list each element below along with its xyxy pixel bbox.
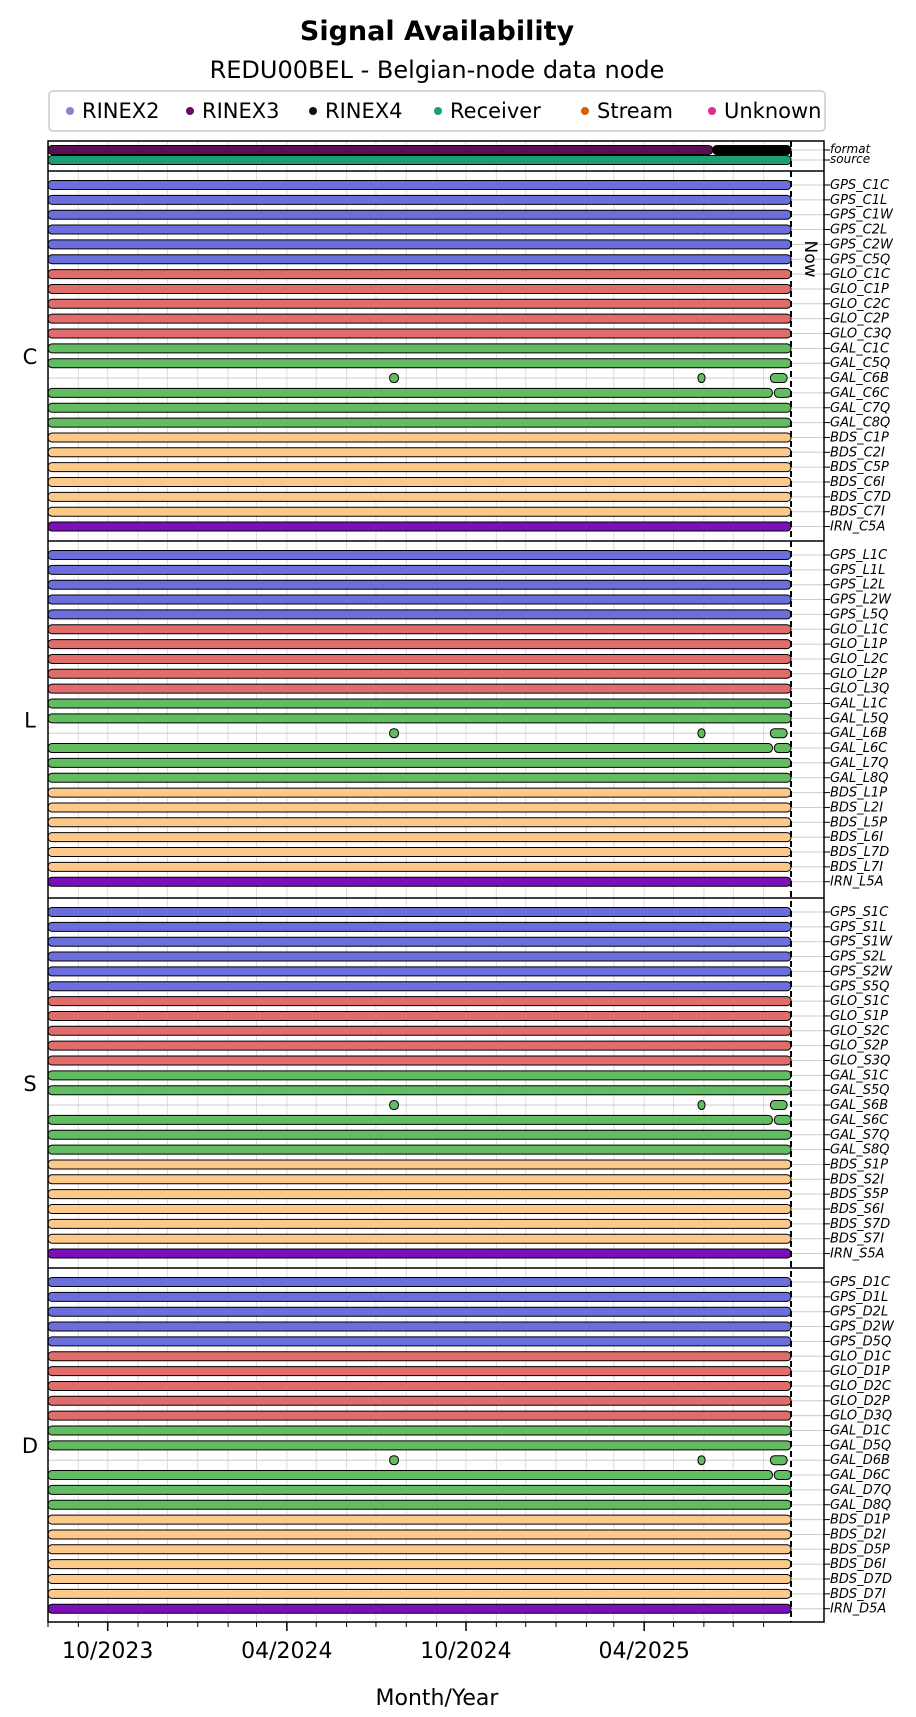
- signal-label: BDS_C2I: [830, 445, 885, 461]
- signal-label: GPS_D1C: [830, 1275, 891, 1290]
- signal-label: GLO_S1P: [830, 1008, 889, 1024]
- x-axis: [48, 1622, 764, 1664]
- legend-marker-stream: [581, 107, 589, 115]
- bar-gal_d1c: [48, 1426, 791, 1435]
- signal-label: BDS_S1P: [830, 1157, 889, 1173]
- signal-label: GLO_C2P: [830, 311, 889, 327]
- signal-rows: [48, 146, 824, 1614]
- legend-marker-rinex3: [186, 107, 194, 115]
- signal-label: IRN_C5A: [830, 519, 886, 535]
- signal-label: GAL_C7Q: [830, 400, 891, 416]
- signal-label: GAL_L8Q: [830, 770, 889, 786]
- signal-label: GLO_D1C: [830, 1349, 892, 1365]
- signal-label: GLO_S2P: [830, 1038, 889, 1054]
- legend-label-unknown: Unknown: [724, 99, 822, 123]
- bar-glo_c1p: [48, 284, 791, 293]
- signal-label: BDS_D7I: [830, 1586, 886, 1602]
- signal-label: GAL_S6C: [830, 1112, 889, 1128]
- bar-bds_l2i: [48, 803, 791, 812]
- bar-gal_s7q: [48, 1130, 791, 1139]
- chart-title: Signal Availability: [299, 16, 575, 47]
- x-tick-label: 04/2024: [241, 1639, 333, 1664]
- bar-gal_c1c: [48, 344, 791, 353]
- signal-label: GLO_S1C: [830, 994, 890, 1010]
- signal-label: BDS_L1P: [830, 785, 888, 801]
- signal-label: GLO_C2C: [830, 296, 891, 312]
- bar-gal_c6b: [390, 374, 399, 383]
- bar-gal_c5q: [48, 359, 791, 368]
- signal-label: GPS_L5Q: [830, 607, 889, 623]
- signal-label: GLO_S3Q: [830, 1053, 891, 1069]
- signal-label: GLO_L3Q: [830, 681, 890, 697]
- bar-glo_c2c: [48, 299, 791, 308]
- signal-label: GLO_C3Q: [830, 326, 892, 342]
- signal-label: GLO_D2C: [830, 1378, 892, 1394]
- bar-gal_c6b: [698, 374, 705, 383]
- bar-gps_c1l: [48, 195, 791, 204]
- bar-bds_l5p: [48, 818, 791, 827]
- signal-label: GLO_S2C: [830, 1023, 890, 1039]
- signal-label: BDS_D6I: [830, 1557, 886, 1573]
- bar-bds_d7d: [48, 1575, 791, 1584]
- bar-gal_d7q: [48, 1485, 791, 1494]
- signal-label: GPS_D1L: [830, 1289, 889, 1305]
- bar-gps_l1c: [48, 551, 791, 560]
- bar-gal_l7q: [48, 758, 791, 767]
- signal-label: GPS_L1C: [830, 548, 888, 563]
- signal-label: GPS_S5Q: [830, 979, 890, 995]
- signal-label: BDS_C7D: [830, 489, 892, 505]
- signal-label: BDS_L5P: [830, 815, 888, 831]
- bar-gps_d1c: [48, 1278, 791, 1287]
- bar-source-source: [48, 156, 791, 165]
- signal-label: GAL_S8Q: [830, 1142, 890, 1158]
- bar-bds_l1p: [48, 788, 791, 797]
- group-label-s: S: [23, 1072, 37, 1096]
- bar-gps_l2l: [48, 580, 791, 589]
- bar-gps_d1l: [48, 1292, 791, 1301]
- signal-label: GAL_D5Q: [830, 1438, 892, 1454]
- bar-gal_d6b: [698, 1456, 705, 1465]
- signal-label: BDS_S6I: [830, 1202, 885, 1217]
- bar-bds_d1p: [48, 1515, 791, 1524]
- bar-glo_s3q: [48, 1056, 791, 1065]
- bar-glo_d3q: [48, 1411, 791, 1420]
- legend-label-rinex3: RINEX3: [202, 99, 280, 123]
- bar-glo_d2p: [48, 1396, 791, 1405]
- signal-label: GLO_L1C: [830, 622, 889, 638]
- bar-gal_d6c: [774, 1471, 791, 1480]
- signal-label: BDS_L7I: [830, 859, 884, 875]
- x-tick-label: 10/2024: [420, 1639, 512, 1664]
- signal-label: IRN_L5A: [830, 874, 884, 890]
- bar-gal_d5q: [48, 1441, 791, 1450]
- bar-gal_l5q: [48, 714, 791, 723]
- signal-label: BDS_S5P: [830, 1187, 889, 1203]
- signal-label: GAL_D6B: [830, 1453, 890, 1469]
- signal-label: BDS_S7I: [830, 1231, 885, 1247]
- signal-label: BDS_D2I: [830, 1527, 886, 1543]
- signal-label: GLO_D1P: [830, 1364, 890, 1380]
- signal-label: BDS_C1P: [830, 430, 889, 446]
- bar-gal_s6b: [390, 1101, 399, 1110]
- bar-glo_s1c: [48, 997, 791, 1006]
- bar-glo_c1c: [48, 270, 791, 279]
- bar-bds_s2i: [48, 1175, 791, 1184]
- bar-gps_c1w: [48, 210, 791, 219]
- signal-label: GAL_C1C: [830, 341, 890, 357]
- bar-gal_l8q: [48, 773, 791, 782]
- signal-label: GPS_D2W: [830, 1319, 894, 1335]
- bar-gps_c1c: [48, 181, 791, 190]
- bar-bds_c2i: [48, 448, 791, 457]
- legend-marker-unknown: [708, 107, 716, 115]
- signal-label: GLO_L2P: [830, 666, 888, 682]
- bar-glo_c2p: [48, 314, 791, 323]
- plot-area: [22, 141, 895, 1664]
- bar-gps_c5q: [48, 255, 791, 264]
- bar-glo_d1c: [48, 1352, 791, 1361]
- bar-gal_s1c: [48, 1071, 791, 1080]
- signal-label: GLO_D3Q: [830, 1408, 893, 1424]
- signal-label: GLO_C1P: [830, 281, 889, 297]
- signal-label: BDS_L6I: [830, 830, 884, 846]
- bar-glo_l1c: [48, 625, 791, 634]
- signal-label: GPS_D5Q: [830, 1334, 892, 1350]
- legend-marker-rinex4: [309, 107, 317, 115]
- bar-gal_s6c: [774, 1115, 791, 1124]
- bar-irn_c5a: [48, 522, 791, 531]
- bar-gal_l6c: [48, 744, 772, 753]
- bar-glo_l2c: [48, 654, 791, 663]
- bar-gal_s5q: [48, 1086, 791, 1095]
- signal-label: GAL_S7Q: [830, 1127, 890, 1143]
- signal-label: GPS_S2L: [830, 949, 887, 965]
- signal-label: BDS_S2I: [830, 1172, 885, 1188]
- bar-gps_c2l: [48, 225, 791, 234]
- signal-label: GPS_C1C: [830, 178, 890, 193]
- bar-gps_s1w: [48, 937, 791, 946]
- group-label-c: C: [22, 345, 38, 369]
- signal-label: GPS_S1L: [830, 919, 887, 935]
- signal-label: GAL_D6C: [830, 1468, 891, 1484]
- signal-label: GAL_C6B: [830, 371, 889, 387]
- signal-label: GAL_S5Q: [830, 1083, 890, 1099]
- bar-bds_c6i: [48, 478, 791, 487]
- signal-label: GPS_C2L: [830, 222, 888, 238]
- x-axis-label: Month/Year: [375, 1686, 499, 1711]
- signal-label: BDS_C5P: [830, 460, 889, 476]
- group-label-l: L: [24, 708, 36, 733]
- x-tick-label: 10/2023: [62, 1639, 154, 1664]
- signal-label: BDS_L7D: [830, 845, 890, 860]
- signal-label: GPS_D2L: [830, 1304, 889, 1320]
- bar-gal_d8q: [48, 1500, 791, 1509]
- bar-gps_d2l: [48, 1307, 791, 1316]
- bar-gal_c6c: [774, 388, 791, 397]
- bar-bds_d7i: [48, 1589, 791, 1598]
- legend-marker-receiver: [434, 107, 442, 115]
- signal-label: BDS_L2I: [830, 800, 884, 816]
- bar-gal_s6b: [770, 1101, 787, 1110]
- bar-glo_d1p: [48, 1367, 791, 1376]
- bar-bds_c1p: [48, 433, 791, 442]
- signal-label: GAL_D8Q: [830, 1497, 892, 1513]
- bar-format-rinex3: [48, 146, 713, 155]
- bar-gal_d6b: [770, 1456, 787, 1465]
- signal-label: BDS_D1P: [830, 1512, 890, 1528]
- bar-irn_l5a: [48, 877, 791, 886]
- bar-gal_l1c: [48, 699, 791, 708]
- signal-label: GAL_C6C: [830, 385, 890, 401]
- signal-label: GPS_L1L: [830, 562, 886, 578]
- signal-label: GPS_S1C: [830, 905, 889, 920]
- signal-label: GLO_C1C: [830, 267, 891, 283]
- bar-gal_s6b: [698, 1101, 705, 1110]
- signal-label: GAL_L1C: [830, 696, 888, 712]
- bar-gal_d6b: [390, 1456, 399, 1465]
- signal-label: GPS_S1W: [830, 934, 893, 950]
- bar-bds_c7d: [48, 492, 791, 501]
- bar-glo_l2p: [48, 669, 791, 678]
- signal-label: GPS_C2W: [830, 237, 893, 253]
- bar-gps_l1l: [48, 565, 791, 574]
- signal-label: BDS_S7D: [830, 1216, 891, 1232]
- signal-label: GAL_D7Q: [830, 1482, 892, 1498]
- bar-gps_l5q: [48, 610, 791, 619]
- bar-gal_c6c: [48, 388, 772, 397]
- bar-glo_c3q: [48, 329, 791, 338]
- signal-label: format: [830, 142, 871, 156]
- bar-gal_c8q: [48, 418, 791, 427]
- signal-label: source: [830, 152, 871, 166]
- signal-label: GAL_L7Q: [830, 755, 889, 771]
- legend-label-stream: Stream: [597, 99, 673, 123]
- signal-label: IRN_S5A: [830, 1246, 885, 1262]
- signal-label: BDS_D7D: [830, 1572, 892, 1587]
- signal-label: GPS_C1L: [830, 192, 888, 208]
- signal-labels: [824, 142, 895, 1617]
- bar-bds_c5p: [48, 463, 791, 472]
- legend-label-receiver: Receiver: [450, 99, 541, 123]
- bar-gal_l6b: [770, 729, 787, 738]
- bar-bds_s5p: [48, 1190, 791, 1199]
- legend-marker-rinex2: [66, 107, 74, 115]
- signal-label: IRN_D5A: [830, 1601, 887, 1617]
- signal-label: GAL_C8Q: [830, 415, 891, 431]
- bar-format-rinex4: [713, 146, 791, 155]
- bar-gal_l6b: [390, 729, 399, 738]
- bar-bds_s7d: [48, 1219, 791, 1228]
- bar-bds_d2i: [48, 1530, 791, 1539]
- bar-gps_d2w: [48, 1322, 791, 1331]
- signal-label: GPS_L2L: [830, 577, 886, 593]
- bar-bds_c7i: [48, 507, 791, 516]
- bar-gps_d5q: [48, 1337, 791, 1346]
- bar-bds_s1p: [48, 1160, 791, 1169]
- group-label-d: D: [21, 1434, 39, 1458]
- signal-label: GAL_L6B: [830, 726, 888, 742]
- bar-gps_s1l: [48, 922, 791, 931]
- bar-glo_s2c: [48, 1026, 791, 1035]
- bar-gal_d6c: [48, 1471, 772, 1480]
- signal-label: GAL_L6C: [830, 741, 888, 757]
- bar-gps_s2l: [48, 952, 791, 961]
- bar-gal_l6c: [774, 744, 791, 753]
- bar-glo_s1p: [48, 1011, 791, 1020]
- bar-glo_l3q: [48, 684, 791, 693]
- bar-bds_l7i: [48, 862, 791, 871]
- bar-gps_s1c: [48, 908, 791, 917]
- bar-glo_d2c: [48, 1381, 791, 1390]
- signal-label: GAL_S6B: [830, 1098, 889, 1114]
- bar-irn_s5a: [48, 1249, 791, 1258]
- bar-bds_d5p: [48, 1545, 791, 1554]
- legend-label-rinex4: RINEX4: [325, 99, 403, 123]
- bar-bds_l6i: [48, 833, 791, 842]
- now-label: Now: [800, 240, 820, 278]
- x-tick-label: 04/2025: [598, 1639, 690, 1664]
- signal-label: GPS_S2W: [830, 964, 893, 980]
- bar-gps_s5q: [48, 982, 791, 991]
- signal-label: GLO_L1P: [830, 637, 888, 653]
- legend-label-rinex2: RINEX2: [82, 99, 160, 123]
- signal-label: BDS_C6I: [830, 475, 885, 490]
- signal-label: GAL_C5Q: [830, 356, 891, 372]
- bar-gps_s2w: [48, 967, 791, 976]
- bar-gal_s8q: [48, 1145, 791, 1154]
- chart-subtitle: REDU00BEL - Belgian-node data node: [209, 56, 665, 84]
- bar-gps_c2w: [48, 240, 791, 249]
- bar-gal_s6c: [48, 1115, 772, 1124]
- bar-glo_l1p: [48, 640, 791, 649]
- bar-gal_c6b: [770, 374, 787, 383]
- signal-label: GAL_S1C: [830, 1068, 889, 1084]
- bar-glo_s2p: [48, 1041, 791, 1050]
- signal-label: GLO_D2P: [830, 1393, 890, 1409]
- signal-label: GLO_L2C: [830, 651, 889, 667]
- bar-bds_s7i: [48, 1234, 791, 1243]
- bar-bds_l7d: [48, 848, 791, 857]
- signal-label: GAL_D1C: [830, 1423, 891, 1439]
- bar-gal_l6b: [698, 729, 705, 738]
- bar-irn_d5a: [48, 1604, 791, 1613]
- signal-label: GPS_C1W: [830, 207, 893, 223]
- bar-gal_c7q: [48, 403, 791, 412]
- signal-label: GAL_L5Q: [830, 711, 889, 727]
- legend: [49, 91, 825, 131]
- signal-label: GPS_C5Q: [830, 252, 891, 268]
- bar-bds_s6i: [48, 1205, 791, 1214]
- bar-gps_l2w: [48, 595, 791, 604]
- signal-label: GPS_L2W: [830, 592, 892, 608]
- signal-label: BDS_C7I: [830, 504, 885, 520]
- signal-label: BDS_D5P: [830, 1542, 890, 1558]
- bar-bds_d6i: [48, 1560, 791, 1569]
